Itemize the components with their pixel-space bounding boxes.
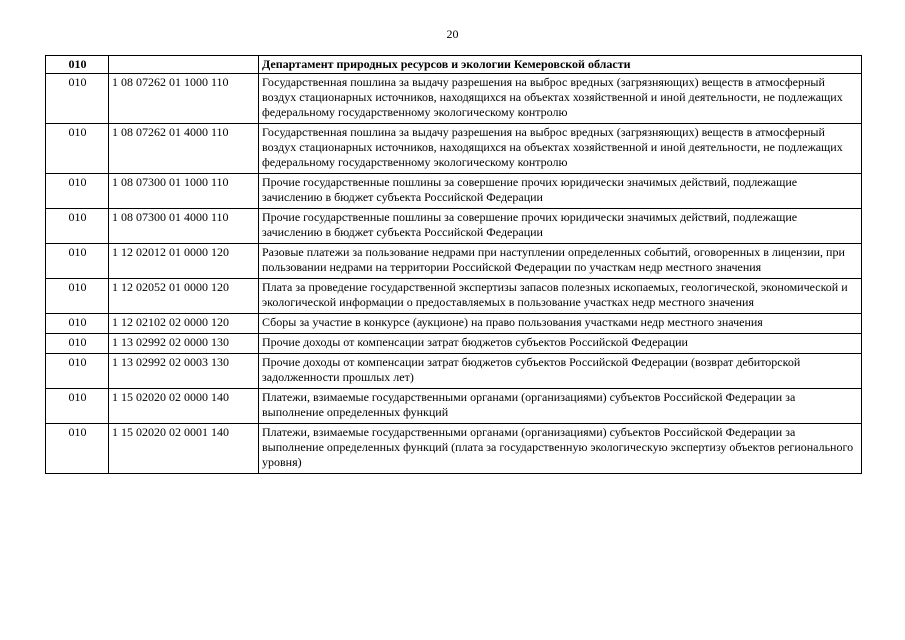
revenue-code-cell: 1 13 02992 02 0000 130	[109, 334, 259, 354]
admin-code-cell: 010	[46, 314, 109, 334]
revenue-name-cell: Платежи, взимаемые государственными органами (организациями) субъектов Российской Федерации за выполнение определенных функций (плата за государственную экологическую экспертизу объектов регионального уровня)	[259, 424, 862, 474]
admin-code-cell: 010	[46, 334, 109, 354]
department-admin-code: 010	[46, 56, 109, 74]
admin-code-cell: 010	[46, 209, 109, 244]
table-row	[46, 424, 862, 474]
table-row	[46, 209, 862, 244]
revenue-code-cell: 1 15 02020 02 0000 140	[109, 389, 259, 424]
table-row	[46, 354, 862, 389]
admin-code-cell: 010	[46, 244, 109, 279]
revenue-code-cell: 1 12 02012 01 0000 120	[109, 244, 259, 279]
revenue-name-cell: Прочие государственные пошлины за совершение прочих юридически значимых действий, подлежащие зачислению в бюджет субъекта Российской Федерации	[259, 209, 862, 244]
revenue-code-cell: 1 08 07262 01 1000 110	[109, 74, 259, 124]
admin-code-cell: 010	[46, 389, 109, 424]
admin-code-cell: 010	[46, 174, 109, 209]
revenue-code-cell: 1 15 02020 02 0001 140	[109, 424, 259, 474]
admin-code-cell: 010	[46, 424, 109, 474]
revenue-name-cell: Плата за проведение государственной экспертизы запасов полезных ископаемых, геологической, экономической и экологической информации о предоставляемых в пользование участках недр местного значения	[259, 279, 862, 314]
revenue-name-cell: Прочие доходы от компенсации затрат бюджетов субъектов Российской Федерации (возврат дебиторской задолженности прошлых лет)	[259, 354, 862, 389]
department-revenue-code	[109, 56, 259, 74]
revenue-name-cell: Государственная пошлина за выдачу разрешения на выброс вредных (загрязняющих) веществ в атмосферный воздух стационарных источников, находящихся на объектах хозяйственной и иной деятельности, не подлежащих федеральному государственному экологическому контролю	[259, 74, 862, 124]
revenue-name-cell: Прочие доходы от компенсации затрат бюджетов субъектов Российской Федерации	[259, 334, 862, 354]
table-row	[46, 244, 862, 279]
department-header-row	[46, 56, 862, 74]
admin-code-cell: 010	[46, 354, 109, 389]
revenue-code-cell: 1 08 07300 01 1000 110	[109, 174, 259, 209]
table-row	[46, 279, 862, 314]
department-name: Департамент природных ресурсов и экологии Кемеровской области	[259, 56, 862, 74]
table-row	[46, 314, 862, 334]
admin-code-cell: 010	[46, 74, 109, 124]
table-row	[46, 174, 862, 209]
table-row	[46, 389, 862, 424]
revenue-code-cell: 1 08 07262 01 4000 110	[109, 124, 259, 174]
revenue-code-cell: 1 12 02102 02 0000 120	[109, 314, 259, 334]
revenue-name-cell: Платежи, взимаемые государственными органами (организациями) субъектов Российской Федерации за выполнение определенных функций	[259, 389, 862, 424]
revenue-code-cell: 1 08 07300 01 4000 110	[109, 209, 259, 244]
table-row	[46, 74, 862, 124]
revenue-code-cell: 1 12 02052 01 0000 120	[109, 279, 259, 314]
revenue-name-cell: Прочие государственные пошлины за совершение прочих юридически значимых действий, подлежащие зачислению в бюджет субъекта Российской Федерации	[259, 174, 862, 209]
revenue-name-cell: Государственная пошлина за выдачу разрешения на выброс вредных (загрязняющих) веществ в атмосферный воздух стационарных источников, находящихся на объектах хозяйственной и иной деятельности, не подлежащих федеральному государственному экологическому контролю	[259, 124, 862, 174]
table-row	[46, 334, 862, 354]
table-body	[46, 56, 862, 474]
admin-code-cell: 010	[46, 279, 109, 314]
revenue-code-cell: 1 13 02992 02 0003 130	[109, 354, 259, 389]
admin-code-cell: 010	[46, 124, 109, 174]
revenue-codes-table	[45, 55, 862, 474]
table-row	[46, 124, 862, 174]
page-number: 20	[446, 27, 459, 41]
revenue-name-cell: Сборы за участие в конкурсе (аукционе) на право пользования участками недр местного значения	[259, 314, 862, 334]
revenue-name-cell: Разовые платежи за пользование недрами при наступлении определенных событий, оговоренных в лицензии, при пользовании недрами на территории Российской Федерации по участкам недр местного значения	[259, 244, 862, 279]
